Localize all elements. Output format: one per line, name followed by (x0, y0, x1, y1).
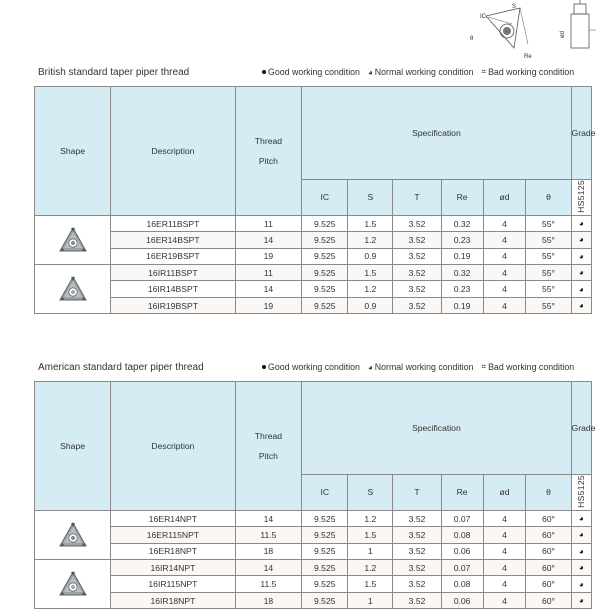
cell-ic: 9.525 (302, 543, 348, 559)
cell-s: 1.2 (348, 281, 393, 297)
cell-pitch: 18 (235, 592, 302, 608)
thread-insert-icon (58, 570, 88, 598)
cell-description: 16IR14NPT (111, 560, 235, 576)
cell-description: 16IR18NPT (111, 592, 235, 608)
cell-ic: 9.525 (302, 297, 348, 313)
header-thread-pitch: Thread Pitch (235, 382, 302, 511)
header-col-0: IC (302, 180, 348, 216)
cell-theta: 55° (526, 248, 571, 264)
grade-mark: ◕ (571, 248, 591, 264)
bad-condition-icon: ⌗ (481, 67, 487, 76)
cell-t: 3.52 (393, 576, 441, 592)
cell-re: 0.08 (441, 576, 483, 592)
cell-t: 3.52 (393, 281, 441, 297)
cell-s: 1.2 (348, 560, 393, 576)
header-specification: Specification (302, 87, 571, 180)
cell-re: 0.07 (441, 510, 483, 526)
normal-condition-icon: ◕ (367, 362, 373, 372)
cell-t: 3.52 (393, 248, 441, 264)
cell-theta: 60° (526, 576, 571, 592)
header-description: Description (111, 382, 235, 511)
header-grade: Grade (571, 382, 591, 475)
cell-pitch: 14 (235, 560, 302, 576)
cell-ic: 9.525 (302, 281, 348, 297)
header-col-2: T (393, 180, 441, 216)
table-row (35, 576, 592, 592)
cell-od: 4 (483, 215, 526, 231)
cell-theta: 60° (526, 592, 571, 608)
cell-pitch: 18 (235, 543, 302, 559)
cell-re: 0.06 (441, 592, 483, 608)
cell-description: 16ER14NPT (111, 510, 235, 526)
cell-description: 16ER11BSPT (111, 215, 235, 231)
table-row (35, 248, 592, 264)
diagram-label-theta: θ (470, 36, 474, 42)
cell-description: 16ER18NPT (111, 543, 235, 559)
cell-ic: 9.525 (302, 592, 348, 608)
cell-ic: 9.525 (302, 560, 348, 576)
cell-ic: 9.525 (302, 265, 348, 281)
cell-od: 4 (483, 576, 526, 592)
cell-theta: 55° (526, 265, 571, 281)
diagram-label-ic: IC (480, 14, 486, 20)
cell-theta: 60° (526, 560, 571, 576)
cell-od: 4 (483, 297, 526, 313)
insert-hole-inner (503, 27, 511, 35)
cell-s: 1.2 (348, 510, 393, 526)
legend-bad: ⌗ Bad working condition (481, 67, 575, 77)
header-col-4: ød (483, 475, 526, 511)
cell-t: 3.52 (393, 215, 441, 231)
cell-od: 4 (483, 248, 526, 264)
cell-description: 16IR14BSPT (111, 281, 235, 297)
cell-od: 4 (483, 527, 526, 543)
cell-theta: 55° (526, 281, 571, 297)
cell-s: 0.9 (348, 248, 393, 264)
header-col-0: IC (302, 475, 348, 511)
header-col-5: θ (526, 475, 571, 511)
cell-od: 4 (483, 510, 526, 526)
legend-good: Good working condition (262, 67, 360, 77)
cell-t: 3.52 (393, 527, 441, 543)
section-title: American standard taper piper thread (38, 362, 204, 373)
cell-od: 4 (483, 543, 526, 559)
header-col-1: S (348, 475, 393, 511)
cell-s: 1.5 (348, 576, 393, 592)
header-grade-code: HS5125 (571, 475, 591, 511)
header-col-4: ød (483, 180, 526, 216)
cell-ic: 9.525 (302, 248, 348, 264)
section-title: British standard taper piper thread (38, 67, 190, 78)
shape-cell (35, 215, 111, 264)
cell-theta: 60° (526, 527, 571, 543)
insert-dimension-diagram (468, 0, 600, 62)
legend (262, 67, 574, 77)
shape-cell (35, 510, 111, 559)
cell-re: 0.23 (441, 232, 483, 248)
cell-t: 3.52 (393, 297, 441, 313)
cell-ic: 9.525 (302, 576, 348, 592)
grade-mark: ◕ (571, 576, 591, 592)
legend (262, 362, 574, 372)
header-thread-pitch: Thread Pitch (235, 87, 302, 216)
cell-t: 3.52 (393, 510, 441, 526)
diagram-label-re: Re (524, 54, 532, 60)
thread-insert-icon (58, 275, 88, 303)
table-row (35, 543, 592, 559)
table-row (35, 527, 592, 543)
cell-pitch: 14 (235, 232, 302, 248)
cell-theta: 55° (526, 297, 571, 313)
grade-mark: ◕ (571, 265, 591, 281)
cell-t: 3.52 (393, 265, 441, 281)
cell-od: 4 (483, 265, 526, 281)
table-row (35, 560, 592, 576)
cell-od: 4 (483, 281, 526, 297)
thread-insert-icon (58, 521, 88, 549)
cell-pitch: 11.5 (235, 576, 302, 592)
shape-cell (35, 560, 111, 609)
cell-description: 16ER115NPT (111, 527, 235, 543)
cell-t: 3.52 (393, 560, 441, 576)
cell-re: 0.23 (441, 281, 483, 297)
cell-theta: 55° (526, 215, 571, 231)
header-col-2: T (393, 475, 441, 511)
side-view-body (571, 14, 589, 48)
header-grade: Grade (571, 87, 591, 180)
table-row (35, 265, 592, 281)
header-specification: Specification (302, 382, 571, 475)
cell-re: 0.06 (441, 543, 483, 559)
cell-re: 0.19 (441, 248, 483, 264)
spec-table (34, 381, 596, 609)
legend-normal: ◕ Normal working condition (367, 362, 474, 372)
cell-t: 3.52 (393, 543, 441, 559)
cell-od: 4 (483, 560, 526, 576)
cell-theta: 55° (526, 232, 571, 248)
insert-outline (486, 8, 520, 48)
cell-description: 16ER19BSPT (111, 248, 235, 264)
cell-description: 16IR19BSPT (111, 297, 235, 313)
cell-pitch: 11 (235, 215, 302, 231)
cell-pitch: 19 (235, 297, 302, 313)
cell-s: 0.9 (348, 297, 393, 313)
grade-mark: ◕ (571, 281, 591, 297)
header-grade-code: HS5125 (571, 180, 591, 216)
header-shape: Shape (35, 87, 111, 216)
cell-re: 0.19 (441, 297, 483, 313)
cell-t: 3.52 (393, 592, 441, 608)
cell-description: 16IR115NPT (111, 576, 235, 592)
cell-od: 4 (483, 592, 526, 608)
cell-pitch: 14 (235, 281, 302, 297)
cell-s: 1.5 (348, 265, 393, 281)
cell-re: 0.32 (441, 265, 483, 281)
cell-s: 1 (348, 592, 393, 608)
grade-mark: ◕ (571, 215, 591, 231)
good-condition-icon (262, 70, 266, 74)
legend-bad: ⌗ Bad working condition (481, 362, 575, 372)
table-row (35, 297, 592, 313)
cell-ic: 9.525 (302, 527, 348, 543)
header-col-3: Re (441, 475, 483, 511)
cell-theta: 60° (526, 543, 571, 559)
header-col-3: Re (441, 180, 483, 216)
grade-mark: ◕ (571, 232, 591, 248)
grade-mark: ◕ (571, 543, 591, 559)
cell-pitch: 11.5 (235, 527, 302, 543)
legend-normal: ◕ Normal working condition (367, 67, 474, 77)
cell-pitch: 14 (235, 510, 302, 526)
diagram-label-od: ød (560, 30, 566, 38)
table-row (35, 510, 592, 526)
grade-mark: ◕ (571, 592, 591, 608)
cell-pitch: 11 (235, 265, 302, 281)
cell-theta: 60° (526, 510, 571, 526)
table-row (35, 232, 592, 248)
bad-condition-icon: ⌗ (481, 362, 487, 371)
cell-re: 0.08 (441, 527, 483, 543)
grade-mark: ◕ (571, 297, 591, 313)
good-condition-icon (262, 365, 266, 369)
cell-s: 1.2 (348, 232, 393, 248)
cell-description: 16ER14BSPT (111, 232, 235, 248)
legend-good: Good working condition (262, 362, 360, 372)
spec-table (34, 86, 596, 314)
cell-ic: 9.525 (302, 510, 348, 526)
cell-re: 0.07 (441, 560, 483, 576)
table-row (35, 215, 592, 231)
cell-ic: 9.525 (302, 215, 348, 231)
table-row (35, 281, 592, 297)
cell-s: 1.5 (348, 527, 393, 543)
cell-description: 16IR11BSPT (111, 265, 235, 281)
shape-cell (35, 265, 111, 314)
header-col-1: S (348, 180, 393, 216)
cell-re: 0.32 (441, 215, 483, 231)
header-col-5: θ (526, 180, 571, 216)
cell-ic: 9.525 (302, 232, 348, 248)
diagram-label-s: S (512, 4, 517, 10)
cell-pitch: 19 (235, 248, 302, 264)
cell-od: 4 (483, 232, 526, 248)
grade-mark: ◕ (571, 527, 591, 543)
cell-t: 3.52 (393, 232, 441, 248)
cell-s: 1 (348, 543, 393, 559)
normal-condition-icon: ◕ (367, 67, 373, 77)
side-view-top (574, 4, 586, 14)
header-description: Description (111, 87, 235, 216)
thread-insert-icon (58, 226, 88, 254)
cell-s: 1.5 (348, 215, 393, 231)
grade-mark: ◕ (571, 560, 591, 576)
header-shape: Shape (35, 382, 111, 511)
grade-mark: ◕ (571, 510, 591, 526)
